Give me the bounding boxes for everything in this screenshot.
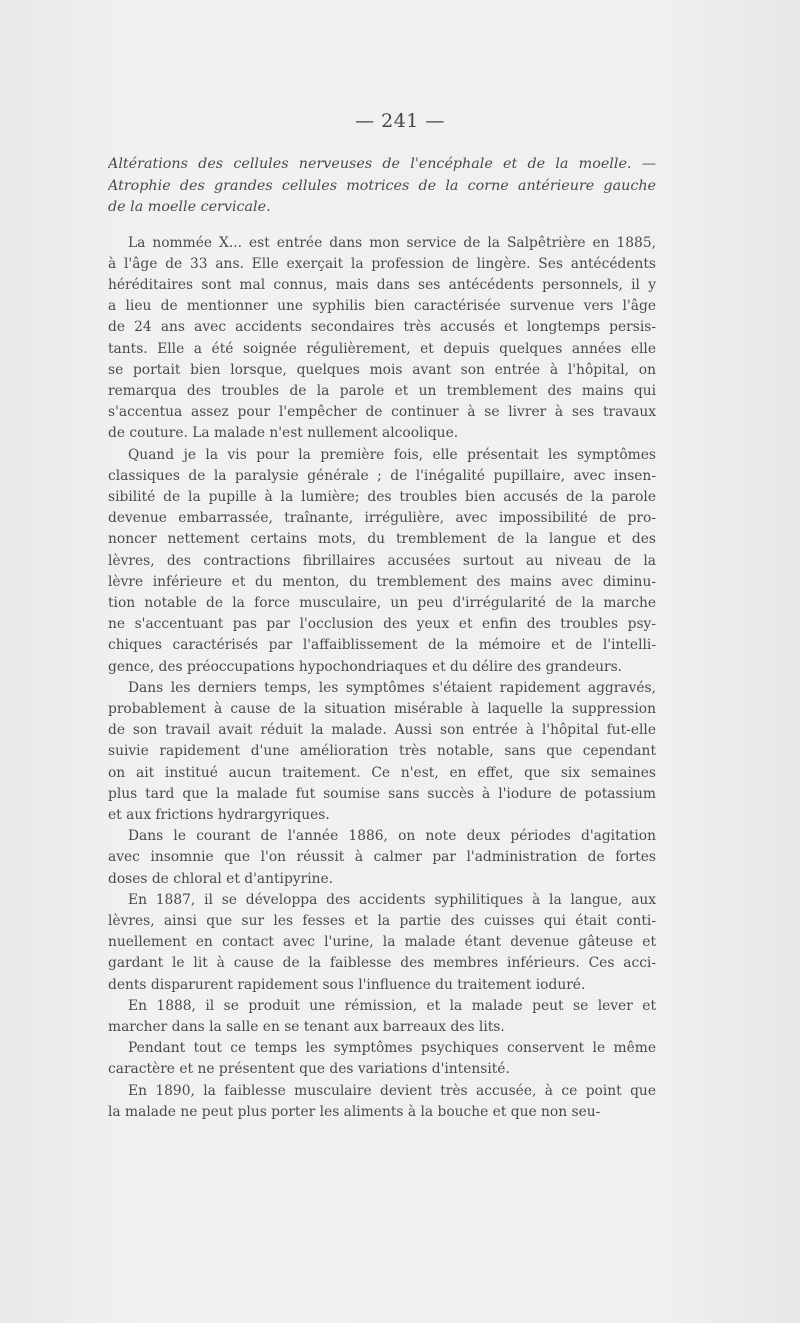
- text-line: classiques de la paralysie générale ; de l'inégalité pupillaire, avec insen-: [108, 467, 656, 484]
- paragraphs: [108, 233, 656, 1124]
- text-line: ne s'accentuant pas par l'occlusion des yeux et enfin des troubles psy-: [108, 616, 656, 633]
- text-line: doses de chloral et d'antipyrine.: [108, 870, 334, 887]
- text-line: tants. Elle a été soignée régulièrement, et depuis quelques années elle: [108, 340, 656, 357]
- heading-line: Altérations des cellules nerveuses de l'encéphale et de la moelle. —: [108, 156, 656, 172]
- heading-line: Atrophie des grandes cellules motrices de la corne antérieure gauche: [108, 177, 656, 194]
- paragraph: [108, 445, 656, 678]
- text-line: et aux frictions hydrargyriques.: [108, 806, 330, 823]
- text-line: de couture. La malade n'est nullement alcoolique.: [108, 425, 459, 442]
- text-line: lèvres, des contractions fibrillaires accusées surtout au niveau de la: [108, 552, 656, 569]
- text-line: Dans les derniers temps, les symptômes s'étaient rapidement aggravés,: [128, 679, 656, 696]
- text-line: sibilité de la pupille à la lumière; des troubles bien accusés de la parole: [108, 488, 656, 505]
- text-line: caractère et ne présentent que des variations d'intensité.: [108, 1061, 510, 1078]
- text-line: suivie rapidement d'une amélioration très notable, sans que cependant: [108, 743, 656, 760]
- text-line: nuellement en contact avec l'urine, la malade étant devenue gâteuse et: [108, 934, 656, 951]
- text-line: probablement à cause de la situation misérable à laquelle la suppression: [108, 700, 656, 717]
- paragraph: [108, 826, 656, 890]
- text-line: à l'âge de 33 ans. Elle exerçait la profession de lingère. Ses antécédents: [108, 255, 656, 272]
- text-line: héréditaires sont mal connus, mais dans ses antécédents personnels, il y: [108, 276, 656, 293]
- text-line: La nommée X... est entrée dans mon service de la Salpêtrière en 1885,: [128, 234, 656, 251]
- text-line: avec insomnie que l'on réussit à calmer par l'administration de fortes: [108, 849, 656, 866]
- text-line: lèvres, ainsi que sur les fesses et la partie des cuisses qui était conti-: [108, 913, 656, 929]
- paragraph: [108, 1038, 656, 1080]
- heading-line: de la moelle cervicale.: [108, 199, 271, 215]
- text-line: dents disparurent rapidement sous l'influence du traitement ioduré.: [108, 976, 586, 993]
- page-number: — 241 —: [355, 110, 445, 132]
- text-line: Quand je la vis pour la première fois, elle présentait les symptômes: [128, 446, 656, 463]
- text-line: En 1888, il se produit une rémission, et la malade peut se lever et: [128, 997, 656, 1014]
- text-line: de son travail avait réduit la malade. Aussi son entrée à l'hôpital fut-elle: [108, 722, 656, 739]
- text-line: marcher dans la salle en se tenant aux barreaux des lits.: [108, 1019, 505, 1036]
- text-line: a lieu de mentionner une syphilis bien caractérisée survenue vers l'âge: [108, 298, 656, 315]
- text-line: lèvre inférieure et du menton, du tremblement des mains avec diminu-: [108, 573, 656, 590]
- text-line: En 1887, il se développa des accidents syphilitiques à la langue, aux: [128, 891, 656, 908]
- section-heading: [108, 154, 656, 219]
- page-body: [108, 154, 656, 1123]
- paragraph: [108, 890, 656, 996]
- text-line: chiques caractérisés par l'affaiblissement de la mémoire et de l'intelli-: [108, 637, 656, 654]
- text-line: se portait bien lorsque, quelques mois avant son entrée à l'hôpital, on: [108, 361, 656, 378]
- text-line: s'accentua assez pour l'empêcher de continuer à se livrer à ses travaux: [108, 404, 656, 421]
- text-line: plus tard que la malade fut soumise sans succès à l'iodure de potassium: [108, 785, 656, 802]
- paragraph: [108, 233, 656, 445]
- text-line: gardant le lit à cause de la faiblesse des membres inférieurs. Ces acci-: [108, 955, 656, 972]
- text-line: la malade ne peut plus porter les aliments à la bouche et que non seu-: [108, 1103, 601, 1120]
- text-line: remarqua des troubles de la parole et un tremblement des mains qui: [108, 382, 656, 399]
- text-line: gence, des préoccupations hypochondriaques et du délire des grandeurs.: [108, 658, 623, 675]
- text-line: noncer nettement certains mots, du tremblement de la langue et des: [108, 531, 656, 548]
- paragraph: [108, 678, 656, 826]
- text-line: Pendant tout ce temps les symptômes psychiques conservent le même: [128, 1040, 656, 1057]
- text-line: Dans le courant de l'année 1886, on note deux périodes d'agitation: [128, 828, 656, 845]
- text-line: on ait institué aucun traitement. Ce n'est, en effet, que six semaines: [108, 764, 656, 781]
- paragraph: [108, 1081, 656, 1123]
- text-line: En 1890, la faiblesse musculaire devient très accusée, à ce point que: [128, 1082, 656, 1099]
- paragraph: [108, 996, 656, 1038]
- text-line: tion notable de la force musculaire, un peu d'irrégularité de la marche: [108, 594, 656, 611]
- text-line: devenue embarrassée, traînante, irrégulière, avec impossibilité de pro-: [108, 510, 656, 527]
- text-line: de 24 ans avec accidents secondaires très accusés et longtemps persis-: [108, 319, 656, 336]
